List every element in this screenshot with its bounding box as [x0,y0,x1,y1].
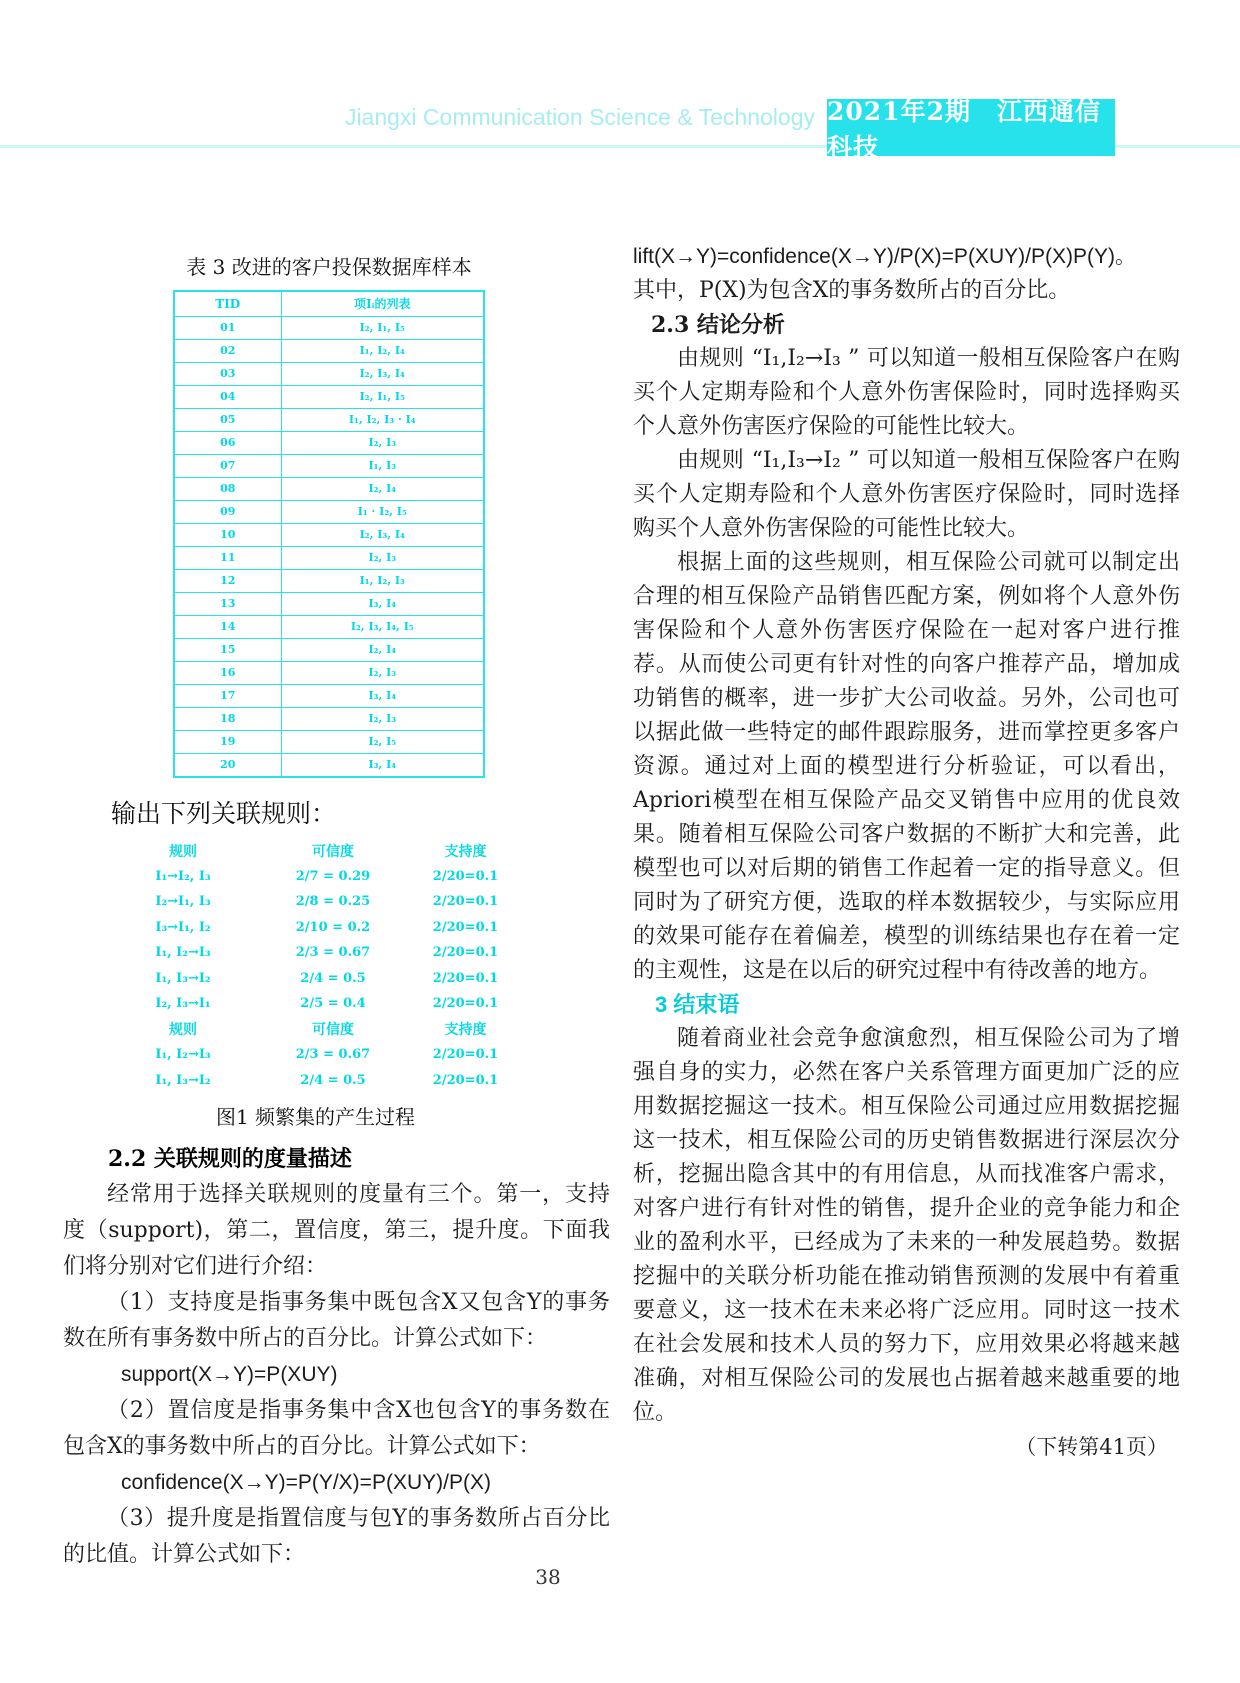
items-cell: I₁, I₃ [281,455,484,478]
table-row [174,731,484,754]
rule-row: I₃→I₁, I₂ 2/10 = 0.2 2/20=0.1 [155,919,499,935]
items-cell: I₁, I₂, I₄ [281,340,484,363]
items-cell: I₁, I₂, I₃ [281,570,484,593]
table-header-row [174,291,484,317]
tid-cell: 20 [174,754,281,778]
items-cell: I₂, I₅ [281,731,484,754]
rules-intro-text: 输出下列关联规则： [111,799,337,828]
items-cell: I₂, I₃ [281,662,484,685]
rule-row: I₁→I₂, I₃ 2/7 = 0.29 2/20=0.1 [155,868,499,884]
formula-note: 其中，P(X)为包含X的事务数所占的百分比。 [633,278,1071,303]
items-cell: I₃, I₄ [281,754,484,778]
tid-cell: 05 [174,409,281,432]
rule-row: I₁, I₃→I₂ 2/4 = 0.5 2/20=0.1 [155,970,499,986]
table-row [174,501,484,524]
paragraph: （1）支持度是指事务集中既包含X又包含Y的事务数在所有事务数中所占的百分比。计算公式如下： [63,1290,610,1351]
items-cell: I₂, I₃ [281,432,484,455]
rule-row: I₂→I₁, I₃ 2/8 = 0.25 2/20=0.1 [155,894,499,910]
tid-cell: 02 [174,340,281,363]
figure-caption: 图1 频繁集的产生过程 [215,1105,416,1129]
table-row [174,409,484,432]
rule-col-header: 规则 [169,843,197,860]
issue-badge: 2021年2期 江西通信科技 [827,99,1115,156]
rule-row: I₂, I₃→I₁ 2/5 = 0.4 2/20=0.1 [155,996,499,1012]
table-row [174,662,484,685]
items-cell: I₂, I₃, I₄, I₅ [281,616,484,639]
paragraph: （3）提升度是指置信度与包Y的事务数所占百分比的比值。计算公式如下： [63,1506,610,1567]
lift-formula: lift(X→Y)=confidence(X→Y)/P(X)=P(XUY)/P(X)P(Y)。 [633,245,1136,268]
section-heading-3: 3 结束语 [655,992,740,1017]
items-cell: I₃, I₄ [281,593,484,616]
tid-cell: 17 [174,685,281,708]
tid-cell: 09 [174,501,281,524]
rules-header-row: 规则 可信度 支持度 [169,1022,487,1039]
items-cell: I₂, I₃, I₄ [281,524,484,547]
col-header-tid: TID [174,291,281,317]
tid-cell: 12 [174,570,281,593]
tid-cell: 10 [174,524,281,547]
journal-name-english: Jiangxi Communication Science & Technology [344,104,815,130]
tid-cell: 15 [174,639,281,662]
items-cell: I₁ · I₂, I₅ [281,501,484,524]
items-cell: I₂, I₁, I₅ [281,317,484,340]
left-column [63,245,610,1573]
tid-cell: 07 [174,455,281,478]
table-row [174,754,484,778]
tid-cell: 16 [174,662,281,685]
tid-cell: 13 [174,593,281,616]
items-cell: I₂, I₃ [281,547,484,570]
rules-header-row [108,838,610,864]
paragraph: 由规则 “I₁,I₂→I₃ ” 可以知道一般相互保险客户在购买个人定期寿险和个人意外伤害保险时，同时选择购买个人意外伤害医疗保险的可能性比较大。 [633,346,1180,439]
col-header-items: 项Iᵢ的列表 [281,291,484,317]
section-heading-2-3: 2.3 结论分析 [651,312,785,338]
table-row [174,593,484,616]
table-row [174,455,484,478]
table-row [174,685,484,708]
tid-cell: 18 [174,708,281,731]
items-cell: I₁, I₂, I₃ · I₄ [281,409,484,432]
table-row [174,363,484,386]
table-row [174,547,484,570]
tid-cell: 19 [174,731,281,754]
items-cell: I₂, I₃ [281,708,484,731]
items-cell: I₂, I₃, I₄ [281,363,484,386]
paragraph: 由规则 “I₁,I₃→I₂ ” 可以知道一般相互保险客户在购买个人定期寿险和个人意外伤害医疗保险时，同时选择购买个人意外伤害保险的可能性比较大。 [633,448,1180,541]
right-column [633,240,1180,1464]
rule-row: I₁, I₃→I₂ 2/4 = 0.5 2/20=0.1 [155,1072,499,1088]
tid-cell: 11 [174,547,281,570]
rule-row: I₁, I₂→I₃ 2/3 = 0.67 2/20=0.1 [155,945,499,961]
tid-cell: 04 [174,386,281,409]
table-row [174,386,484,409]
table-row [174,340,484,363]
tid-cell: 03 [174,363,281,386]
page-number: 38 [535,1565,561,1589]
rules-figure [63,838,610,1093]
left-body-text [63,1177,610,1573]
table-row [174,478,484,501]
confidence-col-header: 可信度 [312,843,354,860]
table-row [174,524,484,547]
tid-cell: 06 [174,432,281,455]
tid-cell: 14 [174,616,281,639]
confidence-formula: confidence(X→Y)=P(Y/X)=P(XUY)/P(X) [121,1471,491,1494]
sample-data-table [173,290,485,778]
support-col-header: 支持度 [444,843,487,860]
table-row [174,639,484,662]
paragraph: 根据上面的这些规则，相互保险公司就可以制定出合理的相互保险产品销售匹配方案，例如将个人意外伤害保险和个人意外伤害医疗保险在一起对客户进行推荐。从而使公司更有针对性的向客户推荐产品，增加成功销售的概率，进一步扩大公司收益。另外，公司也可以据此做一些特定的邮件跟踪服务，进而掌控更多客户资源。通过对上面的模型进行分析验证，可以看出，Apriori模型在相互保险产品交叉销售中应用的优良效果。随着相互保险公司客户数据的不断扩大和完善，此模型也可以对后期的销售工作起着一定的指导意义。但同时为了研究方便，选取的样本数据较少，与实际应用的效果可能存在着偏差，模型的训练结果也存在着一定的主观性，这是在以后的研究过程中有待改善的地方。 [633,550,1180,983]
rule-row: I₁, I₂→I₃ 2/3 = 0.67 2/20=0.1 [155,1047,499,1063]
tid-cell: 01 [174,317,281,340]
items-cell: I₂, I₁, I₅ [281,386,484,409]
table-row [174,570,484,593]
items-cell: I₂, I₄ [281,639,484,662]
items-cell: I₃, I₄ [281,685,484,708]
continued-on-page-note: （下转第41页） [1015,1435,1168,1459]
paragraph: （2）置信度是指事务集中含X也包含Y的事务数在包含X的事务数中所占的百分比。计算公式如下： [63,1398,610,1459]
table-caption: 表 3 改进的客户投保数据库样本 [186,255,472,279]
tid-cell: 08 [174,478,281,501]
table-row [174,317,484,340]
paragraph: 经常用于选择关联规则的度量有三个。第一，支持度（support)，第二，置信度，第三，提升度。下面我们将分别对它们进行介绍： [63,1182,610,1279]
paragraph: 随着商业社会竞争愈演愈烈，相互保险公司为了增强自身的实力，必然在客户关系管理方面更加广泛的应用数据挖掘这一技术。相互保险公司通过应用数据挖掘这一技术，相互保险公司的历史销售数据进行深层次分析，挖掘出隐含其中的有用信息，从而找准客户需求，对客户进行有针对性的销售，提升企业的竞争能力和企业的盈利水平，已经成为了未来的一种发展趋势。数据挖掘中的关联分析功能在推动销售预测的发展中有着重要意义，这一技术在未来必将广泛应用。同时这一技术在社会发展和技术人员的努力下，应用效果必将越来越准确，对相互保险公司的发展也占据着越来越重要的地位。 [633,1026,1180,1425]
section-heading-2-2: 2.2 关联规则的度量描述 [108,1146,352,1172]
table-row [174,708,484,731]
table-row [174,432,484,455]
table-row [174,616,484,639]
support-formula: support(X→Y)=P(XUY) [121,1363,338,1386]
items-cell: I₂, I₄ [281,478,484,501]
